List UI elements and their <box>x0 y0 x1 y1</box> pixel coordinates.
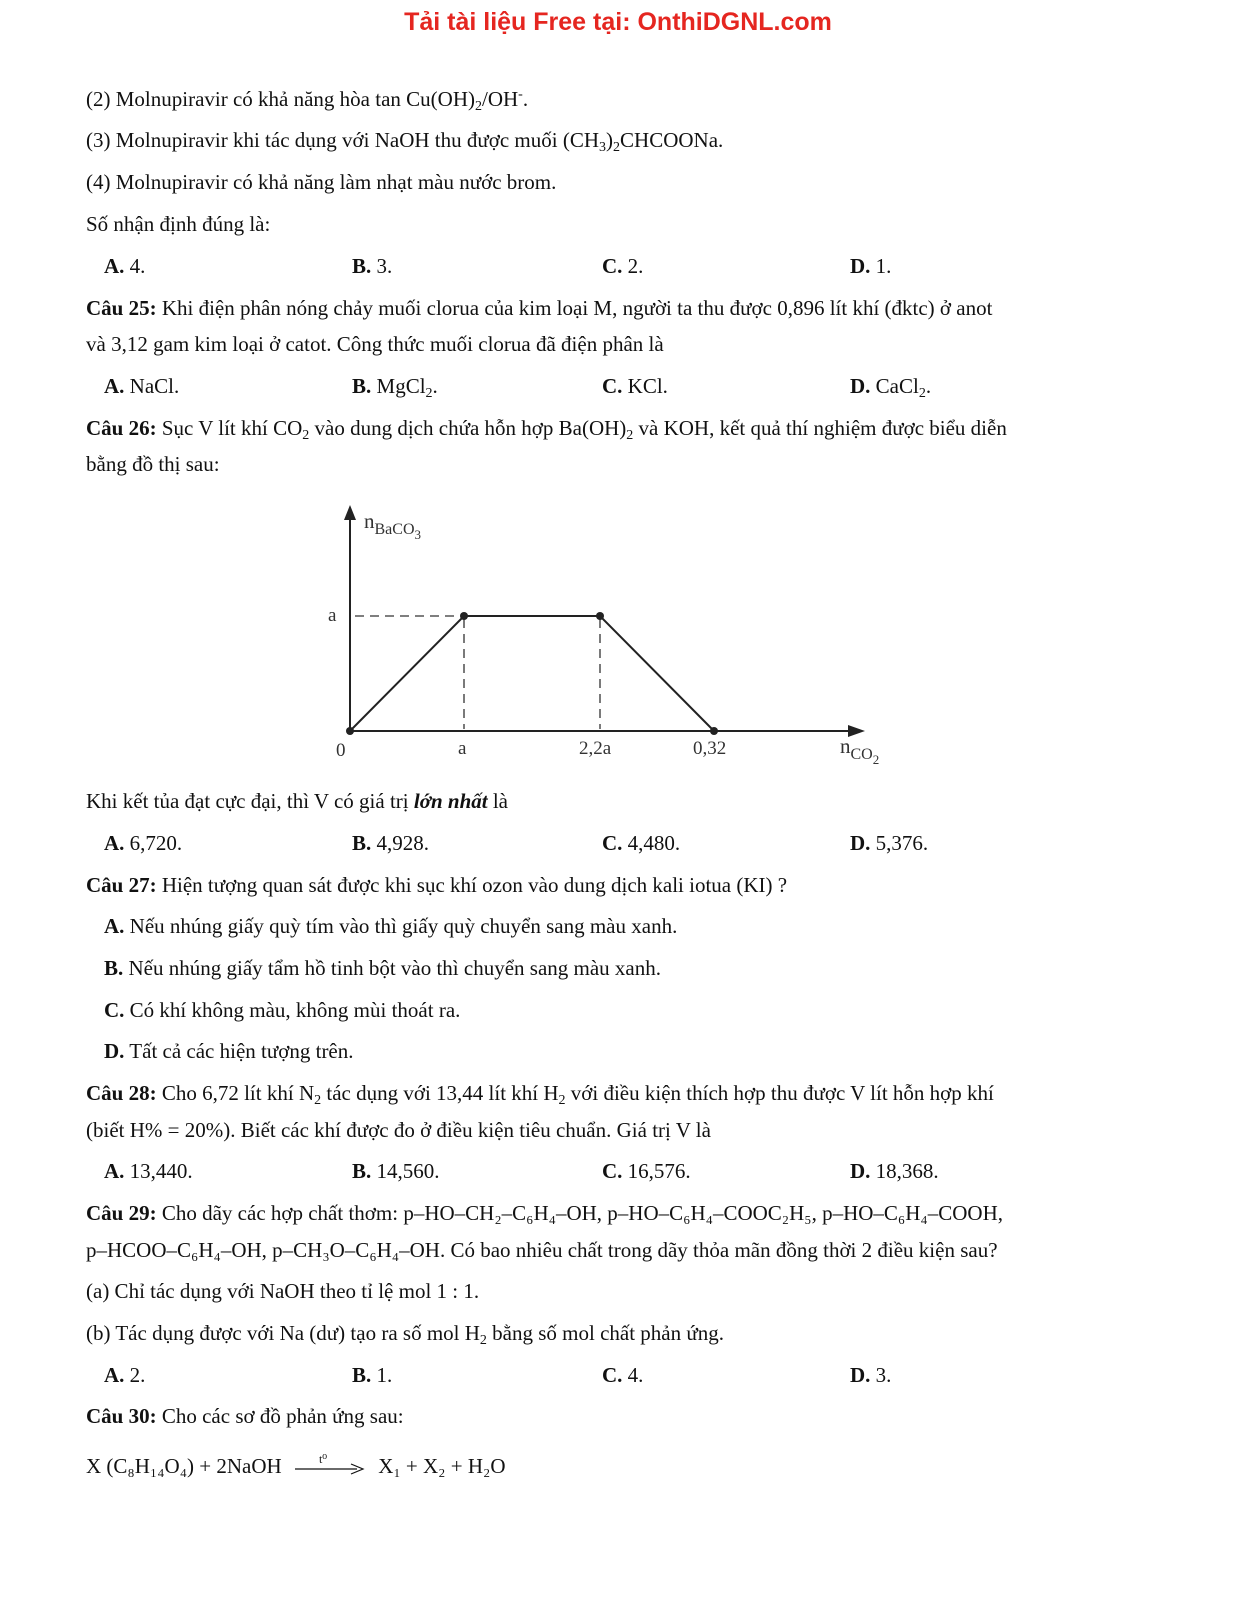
x-tick-2-2a: 2,2a <box>579 738 612 759</box>
baco3-series-line <box>350 616 714 731</box>
option-c: C. KCl. <box>602 374 668 398</box>
x-tick-a: a <box>458 738 467 759</box>
option-d: D. CaCl$_2$. <box>850 374 932 401</box>
reaction-right: X₁ + X₂ + H₂O <box>378 1454 506 1478</box>
option-a: A. 4. <box>104 254 146 278</box>
x-axis-title: $n_{CO2}$ <box>840 734 880 767</box>
reaction-condition: t⁰ <box>318 1452 328 1467</box>
point-origin <box>346 727 354 735</box>
option-b: B. 4,928. <box>352 831 430 855</box>
option-c: C. 4. <box>602 1363 644 1387</box>
option-a: A. NaCl. <box>104 374 180 398</box>
option-c: C. Có khí không màu, không mùi thoát ra. <box>104 998 461 1022</box>
question-28: Câu 28: Cho 6,72 lít khí $N_2$ tác dụng với 13,44 lít khí $H_2$ với điều kiện thích hợp thu được V lít hỗn hợp khí <box>86 1081 994 1108</box>
condition-a: (a) Chỉ tác dụng với NaOH theo tỉ lệ mol 1 : 1. <box>86 1279 480 1303</box>
question-30: Câu 30: Cho các sơ đồ phản ứng sau: <box>86 1404 404 1428</box>
option-c: C. 16,576. <box>602 1159 691 1183</box>
x-tick-0: 0 <box>336 740 346 761</box>
download-banner[interactable]: Tải tài liệu Free tại: OnthiDGNL.com <box>404 8 832 36</box>
point-a <box>460 612 468 620</box>
option-b: B. MgCl$_2$. <box>352 374 438 401</box>
option-d: D. 3. <box>850 1363 892 1387</box>
question-26: Câu 26: Sục V lít khí $CO_2$ vào dung dịch chứa hỗn hợp $Ba(OH)_2$ và KOH, kết quả thí nghiệm được biểu diễn <box>86 416 1007 443</box>
baco3-chart <box>300 495 920 785</box>
statement-2: (2) Molnupiravir có khả năng hòa $\tan Cu(OH)_2/OH^-$. <box>86 87 529 114</box>
condition-b: (b) Tác dụng được với Na (dư) tạo ra số mol $H_2$ bằng số mol chất phản ứng. <box>86 1321 724 1348</box>
question-25: Câu 25: Khi điện phân nóng chảy muối clorua của kim loại M, người ta thu được 0,896 lít khí (đktc) ở anot <box>86 296 993 320</box>
point-2-2a <box>596 612 604 620</box>
option-a: A. 13,440. <box>104 1159 193 1183</box>
option-a: A. 2. <box>104 1363 146 1387</box>
question-26-line2: bằng đồ thị sau: <box>86 452 220 476</box>
x-axis-arrow <box>848 725 865 737</box>
reaction-left: X (C₈H₁₄O₄) + 2NaOH <box>86 1454 282 1478</box>
option-b: B. 3. <box>352 254 393 278</box>
option-d: D. Tất cả các hiện tượng trên. <box>104 1039 354 1063</box>
option-b: B. 1. <box>352 1363 393 1387</box>
question-28-line2: (biết H% = 20%). Biết các khí được đo ở điều kiện tiêu chuẩn. Giá trị V là <box>86 1118 711 1142</box>
option-d: D. 18,368. <box>850 1159 939 1183</box>
y-axis-arrow <box>344 505 356 520</box>
option-d: D. 1. <box>850 254 892 278</box>
option-c: C. 4,480. <box>602 831 681 855</box>
question-prompt: Số nhận định đúng là: <box>86 212 271 236</box>
question-26-ask: Khi kết tủa đạt cực đại, thì V có giá trị lớn nhất là <box>86 789 508 813</box>
question-29: Câu 29: Cho dãy các hợp chất thơm: p–HO–CH₂–C₆H₄–OH, p–HO–C₆H₄–COOC₂H₅, p–HO–C₆H₄–COOH, <box>86 1201 1003 1225</box>
arrow-icon <box>293 1458 367 1478</box>
question-27: Câu 27: Hiện tượng quan sát được khi sục khí ozon vào dung dịch kali iotua (KI) ? <box>86 873 788 897</box>
y-axis-title: $n_{BaCO3}$ <box>364 509 421 542</box>
option-a: A. Nếu nhúng giấy quỳ tím vào thì giấy quỳ chuyển sang màu xanh. <box>104 914 678 938</box>
question-25-line2: và 3,12 gam kim loại ở catot. Công thức muối clorua đã điện phân là <box>86 332 664 356</box>
point-0-32 <box>710 727 718 735</box>
option-d: D. 5,376. <box>850 831 929 855</box>
x-tick-0-32: 0,32 <box>693 738 727 759</box>
option-b: B. Nếu nhúng giấy tẩm hồ tinh bột vào thì chuyển sang màu xanh. <box>104 956 662 980</box>
statement-3: (3) Molnupiravir khi tác dụng với NaOH thu được muối $(CH_3)_2CHCOONa$. <box>86 128 724 155</box>
reaction-arrow <box>293 1452 367 1478</box>
option-c: C. 2. <box>602 254 644 278</box>
option-a: A. 6,720. <box>104 831 183 855</box>
option-b: B. 14,560. <box>352 1159 440 1183</box>
statement-4: (4) Molnupiravir có khả năng làm nhạt màu nước brom. <box>86 170 557 194</box>
reaction-equation <box>86 1453 506 1479</box>
y-tick-a: a <box>328 605 337 626</box>
question-29-line2: p–HCOO–C₆H₄–OH, p–CH₃O–C₆H₄–OH. Có bao nhiêu chất trong dãy thỏa mãn đồng thời 2 điều kiện sau? <box>86 1238 998 1262</box>
